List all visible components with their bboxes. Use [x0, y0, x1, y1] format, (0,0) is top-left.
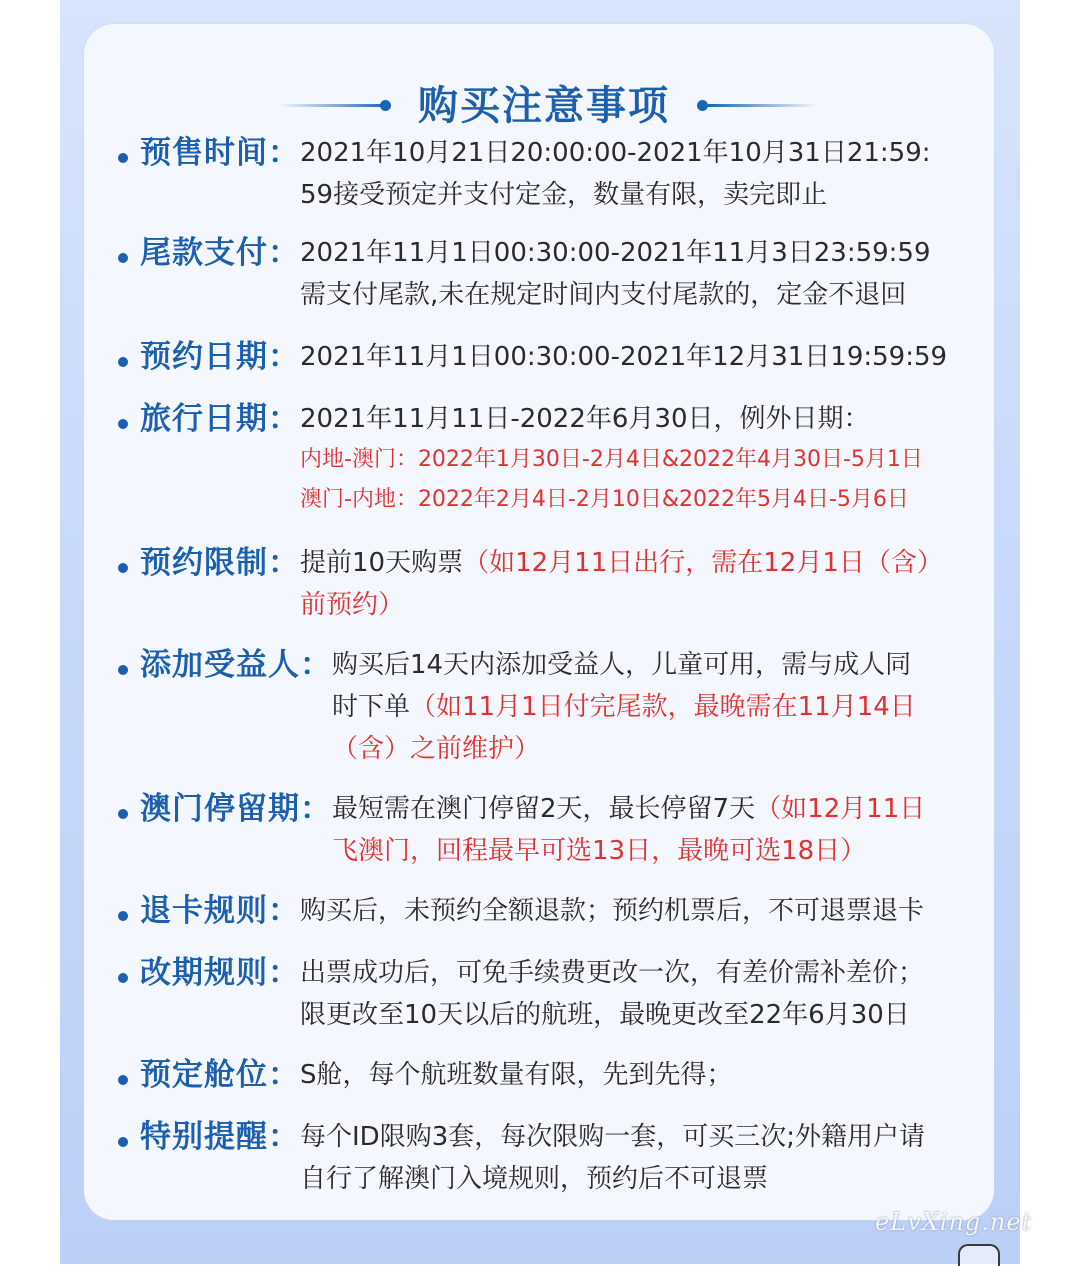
content-line — [300, 1158, 982, 1200]
exception-date-line: 澳门-内地：2022年2月4日-2月10日&2022年5月4日-5月6日 — [300, 487, 909, 512]
content-text: 购买后14天内添加受益人，儿童可用，需与成人同 — [332, 650, 912, 680]
watermark: eLvXing.net — [875, 1208, 1033, 1236]
bullet-icon — [118, 253, 128, 263]
highlight-text: 飞澳门，回程最早可选13日，最晚可选18日） — [332, 836, 867, 866]
title-dot-left — [380, 100, 391, 111]
notice-item — [112, 1054, 982, 1096]
content-line — [300, 542, 982, 584]
notice-item-label: 尾款支付： — [140, 235, 300, 271]
card-header — [84, 78, 994, 138]
content-line — [332, 788, 982, 830]
floating-icon[interactable] — [958, 1244, 1000, 1266]
notice-item-label: 预约限制： — [140, 545, 300, 581]
content-line — [300, 1054, 982, 1096]
bullet-icon — [118, 809, 128, 819]
content-text: 59接受预定并支付定金，数量有限，卖完即止 — [300, 180, 828, 210]
content-line — [300, 952, 982, 994]
bullet-icon — [118, 419, 128, 429]
notice-item-label: 预约日期： — [140, 339, 300, 375]
notice-item-label: 退卡规则： — [140, 893, 300, 929]
notice-item — [112, 336, 982, 378]
notice-item-label: 特别提醒： — [140, 1119, 300, 1155]
notice-item-content — [300, 398, 982, 520]
content-line — [300, 584, 982, 626]
notice-item-label: 预售时间： — [140, 135, 300, 171]
notice-item-content — [332, 644, 982, 770]
notice-item — [112, 132, 982, 216]
bullet-icon — [118, 563, 128, 573]
page-title: 购买注意事项 — [418, 83, 670, 129]
bullet-icon — [118, 1075, 128, 1085]
bullet-icon — [118, 153, 128, 163]
content-text: 每个ID限购3套，每次限购一套，可买三次;外籍用户请 — [300, 1122, 925, 1152]
bullet-icon — [118, 1137, 128, 1147]
bullet-icon — [118, 665, 128, 675]
content-line — [300, 232, 982, 274]
content-line — [332, 830, 982, 872]
exception-date-line: 内地-澳门：2022年1月30日-2月4日&2022年4月30日-5月1日 — [300, 447, 923, 472]
content-text: 出票成功后，可免手续费更改一次，有差价需补差价； — [300, 958, 925, 988]
bullet-icon — [118, 973, 128, 983]
notice-item-content — [300, 336, 982, 378]
notice-item-label: 改期规则： — [140, 955, 300, 991]
notice-item — [112, 644, 982, 770]
notice-item-label: 添加受益人： — [140, 647, 332, 683]
highlight-text: （如12月11日 — [755, 794, 926, 824]
bullet-icon — [118, 357, 128, 367]
content-line — [300, 1116, 982, 1158]
notice-item-content — [332, 788, 982, 872]
notice-item-content — [300, 890, 982, 932]
content-text: 2021年11月1日00:30:00-2021年12月31日19:59:59 — [300, 342, 948, 372]
title-decoration-left — [278, 104, 388, 107]
notice-item — [112, 398, 982, 520]
left-margin — [0, 0, 60, 1264]
title-dot-right — [697, 100, 708, 111]
content-text: S舱，每个航班数量有限，先到先得； — [300, 1060, 733, 1090]
content-text: 提前10天购票 — [300, 548, 464, 578]
content-line — [300, 132, 982, 174]
notice-item-content — [300, 952, 982, 1036]
content-text: 购买后，未预约全额退款；预约机票后，不可退票退卡 — [300, 896, 925, 926]
highlight-text: （如11月1日付完尾款，最晚需在11月14日 — [410, 692, 916, 722]
content-line — [332, 686, 982, 728]
content-text: 2021年10月21日20:00:00-2021年10月31日21:59: — [300, 138, 931, 168]
content-line — [300, 336, 982, 378]
right-margin — [1020, 0, 1080, 1264]
notice-item-content — [300, 1054, 982, 1096]
notice-item — [112, 952, 982, 1036]
content-line — [332, 644, 982, 686]
notice-item-label: 旅行日期： — [140, 401, 300, 437]
content-line — [300, 398, 982, 440]
highlight-text: 前预约） — [300, 590, 405, 620]
content-line — [300, 994, 982, 1036]
content-text: 最短需在澳门停留2天，最长停留7天 — [332, 794, 756, 824]
notice-item-content — [300, 232, 982, 316]
notice-item-label: 预定舱位： — [140, 1057, 300, 1093]
notice-item-label: 澳门停留期： — [140, 791, 332, 827]
content-line — [332, 728, 982, 770]
title-decoration-right — [708, 104, 818, 107]
bullet-icon — [118, 911, 128, 921]
notice-item — [112, 542, 982, 626]
content-line — [300, 890, 982, 932]
highlight-text: （如12月11日出行，需在12月1日（含） — [463, 548, 943, 578]
content-text: 需支付尾款,未在规定时间内支付尾款的，定金不退回 — [300, 280, 907, 310]
notice-item-content — [300, 132, 982, 216]
content-text: 2021年11月11日-2022年6月30日，例外日期： — [300, 404, 870, 434]
content-text: 时下单 — [332, 692, 411, 722]
content-text: 自行了解澳门入境规则，预约后不可退票 — [300, 1164, 769, 1194]
notice-item — [112, 890, 982, 932]
highlight-text: （含）之前维护） — [332, 734, 541, 764]
notice-item — [112, 1116, 982, 1200]
notice-item-content — [300, 1116, 982, 1200]
content-line — [300, 174, 982, 216]
notice-item — [112, 232, 982, 316]
content-text: 限更改至10天以后的航班，最晚更改至22年6月30日 — [300, 1000, 910, 1030]
content-text: 2021年11月1日00:30:00-2021年11月3日23:59:59 — [300, 238, 931, 268]
content-line — [300, 274, 982, 316]
notice-item-content — [300, 542, 982, 626]
notice-item — [112, 788, 982, 872]
